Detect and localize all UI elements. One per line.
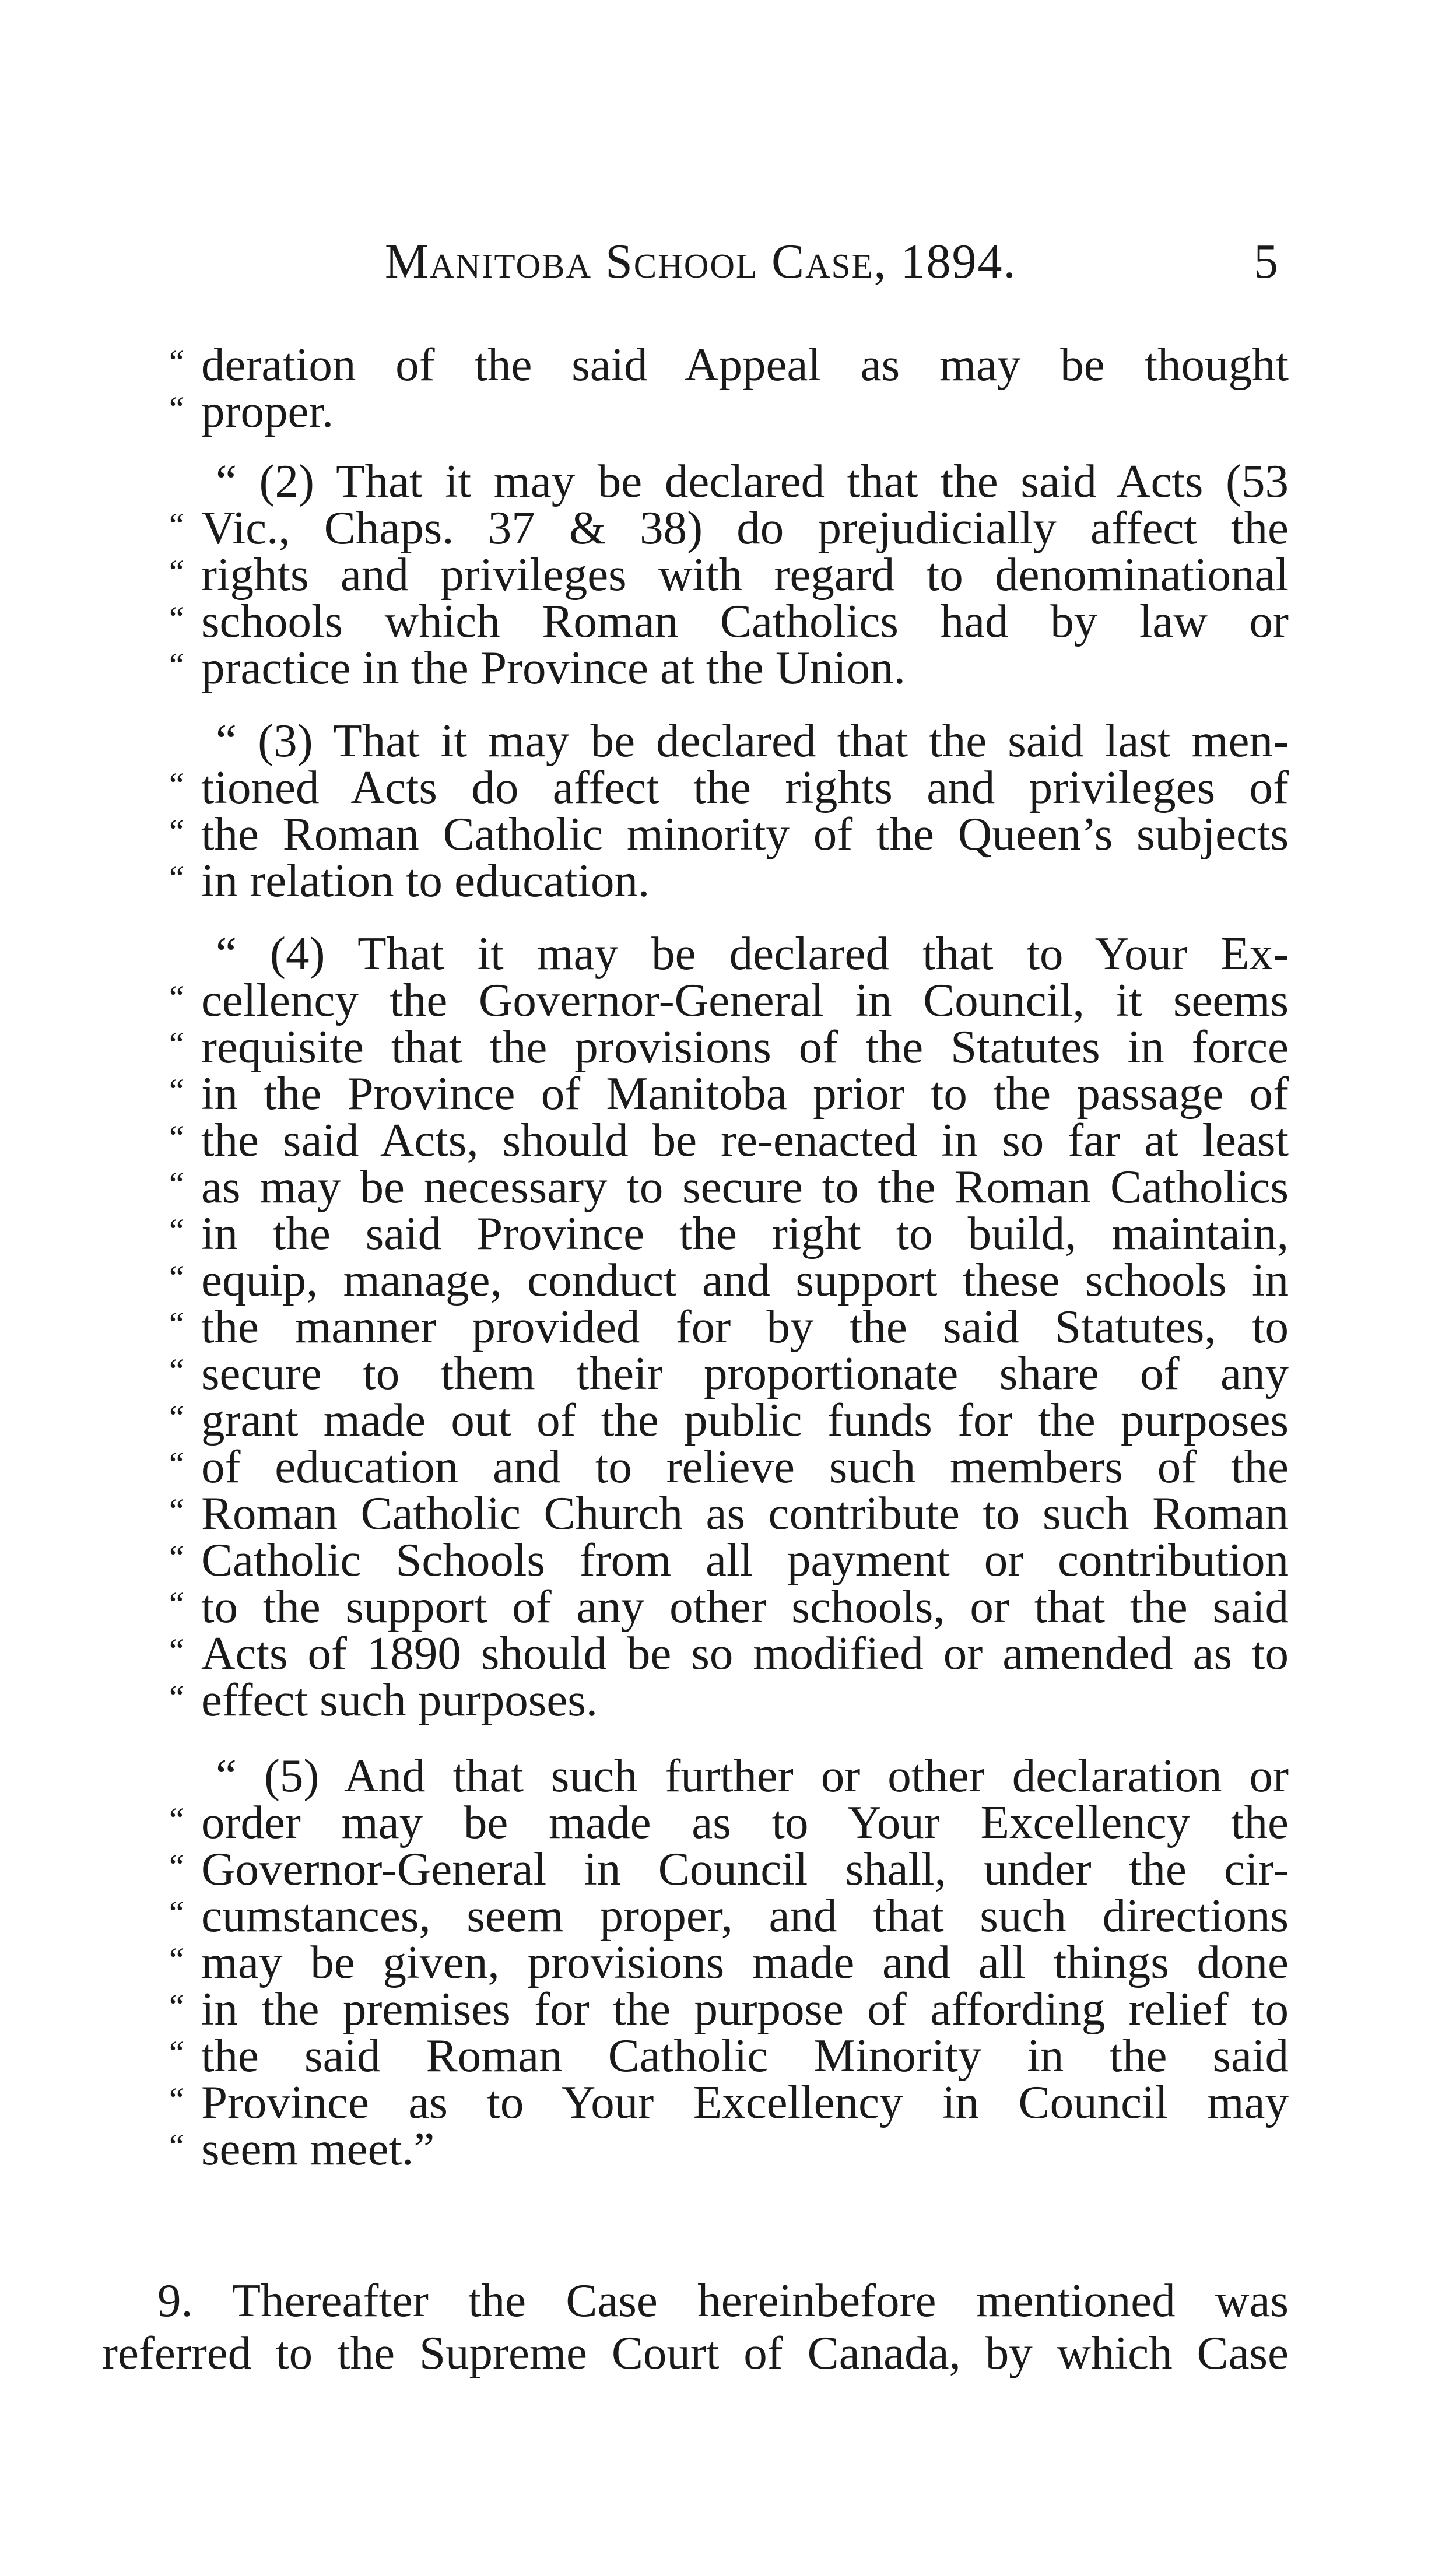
quote-mark: “ xyxy=(169,1025,184,1063)
quote-mark: “ xyxy=(169,766,184,804)
quote-mark: “ xyxy=(169,1398,184,1436)
text-line: the Roman Catholic minority of the Queen’s subjects xyxy=(201,808,1289,860)
quote-mark: “ xyxy=(169,506,184,544)
text-line: seem meet.” xyxy=(201,2123,435,2175)
text-line: Roman Catholic Church as contribute to such Roman xyxy=(201,1487,1289,1539)
text-line: requisite that the provisions of the Statutes in force xyxy=(201,1020,1289,1073)
text-line: Governor-General in Council shall, under the cir- xyxy=(201,1843,1289,1895)
quote-mark: “ xyxy=(169,1801,184,1839)
text-line: “ (2) That it may be declared that the said Acts (53 xyxy=(216,455,1289,507)
quote-mark: “ xyxy=(169,1445,184,1483)
text-line: Catholic Schools from all payment or contribution xyxy=(201,1534,1289,1586)
text-line: deration of the said Appeal as may be thought xyxy=(201,338,1289,391)
text-line: “ (3) That it may be declared that the said last men- xyxy=(216,714,1289,767)
text-line: grant made out of the public funds for the purposes xyxy=(201,1394,1289,1446)
text-line: as may be necessary to secure to the Roman Catholics xyxy=(201,1160,1289,1213)
text-line: proper. xyxy=(201,385,334,437)
quote-mark: “ xyxy=(169,1258,184,1296)
text-line: in relation to education. xyxy=(201,854,650,907)
text-line: secure to them their proportionate share of any xyxy=(201,1347,1289,1399)
quote-mark: “ xyxy=(169,2034,184,2072)
quote-mark: “ xyxy=(169,1987,184,2025)
quote-mark: “ xyxy=(169,1941,184,1978)
text-line: the manner provided for by the said Statutes, to xyxy=(201,1300,1289,1353)
quote-mark: “ xyxy=(169,1847,184,1885)
quote-mark: “ xyxy=(169,1352,184,1390)
paragraph-9-line-2: referred to the Supreme Court of Canada, by which Case xyxy=(102,2327,1289,2379)
page-number: 5 xyxy=(1254,234,1278,289)
text-line: of education and to relieve such members of the xyxy=(201,1440,1289,1493)
quote-mark: “ xyxy=(169,1585,184,1623)
text-line: order may be made as to Your Excellency the xyxy=(201,1796,1289,1848)
text-line: in the said Province the right to build, maintain, xyxy=(201,1207,1289,1260)
quote-mark: “ xyxy=(169,812,184,850)
quote-mark: “ xyxy=(169,1894,184,1932)
quote-mark: “ xyxy=(169,1538,184,1576)
paragraph-9-line-1: 9. Thereafter the Case hereinbefore mentioned was xyxy=(157,2274,1289,2327)
quote-mark: “ xyxy=(169,978,184,1016)
quote-mark: “ xyxy=(169,2081,184,2118)
quote-mark: “ xyxy=(169,1492,184,1529)
text-line: tioned Acts do affect the rights and privileges of xyxy=(201,761,1289,813)
quote-mark: “ xyxy=(169,599,184,637)
quote-mark: “ xyxy=(169,553,184,591)
quote-mark: “ xyxy=(169,646,184,684)
text-line: to the support of any other schools, or that the said xyxy=(201,1580,1289,1633)
text-line: rights and privileges with regard to denominational xyxy=(201,548,1289,601)
quote-mark: “ xyxy=(169,1118,184,1156)
quote-mark: “ xyxy=(169,1678,184,1716)
text-line: in the Province of Manitoba prior to the passage of xyxy=(201,1067,1289,1120)
text-line: may be given, provisions made and all things done xyxy=(201,1936,1289,1988)
text-line: “ (5) And that such further or other declaration or xyxy=(216,1749,1289,1802)
quote-mark: “ xyxy=(169,1072,184,1110)
text-line: cumstances, seem proper, and that such directions xyxy=(201,1889,1289,1942)
text-line: the said Roman Catholic Minority in the said xyxy=(201,2029,1289,2082)
text-line: Acts of 1890 should be so modified or amended as to xyxy=(201,1627,1289,1679)
text-line: practice in the Province at the Union. xyxy=(201,641,906,694)
quote-mark: “ xyxy=(169,1632,184,1669)
quote-mark: “ xyxy=(169,1212,184,1250)
text-line: cellency the Governor-General in Council, it seems xyxy=(201,974,1289,1026)
text-line: effect such purposes. xyxy=(201,1674,598,1726)
quote-mark: “ xyxy=(169,390,184,427)
quote-mark: “ xyxy=(169,1165,184,1203)
text-line: the said Acts, should be re-enacted in so far at least xyxy=(201,1114,1289,1166)
quote-mark: “ xyxy=(169,343,184,381)
text-line: in the premises for the purpose of affording relief to xyxy=(201,1983,1289,2035)
quote-mark: “ xyxy=(169,2127,184,2165)
text-line: Province as to Your Excellency in Council may xyxy=(201,2076,1289,2128)
text-line: equip, manage, conduct and support these schools in xyxy=(201,1254,1289,1306)
quote-mark: “ xyxy=(169,859,184,897)
text-line: Vic., Chaps. 37 & 38) do prejudicially affect the xyxy=(201,501,1289,554)
running-title: Manitoba School Case, 1894. xyxy=(385,234,1017,289)
quote-mark: “ xyxy=(169,1305,184,1343)
text-line: “ (4) That it may be declared that to Your Ex- xyxy=(216,927,1289,980)
text-line: schools which Roman Catholics had by law or xyxy=(201,595,1289,647)
